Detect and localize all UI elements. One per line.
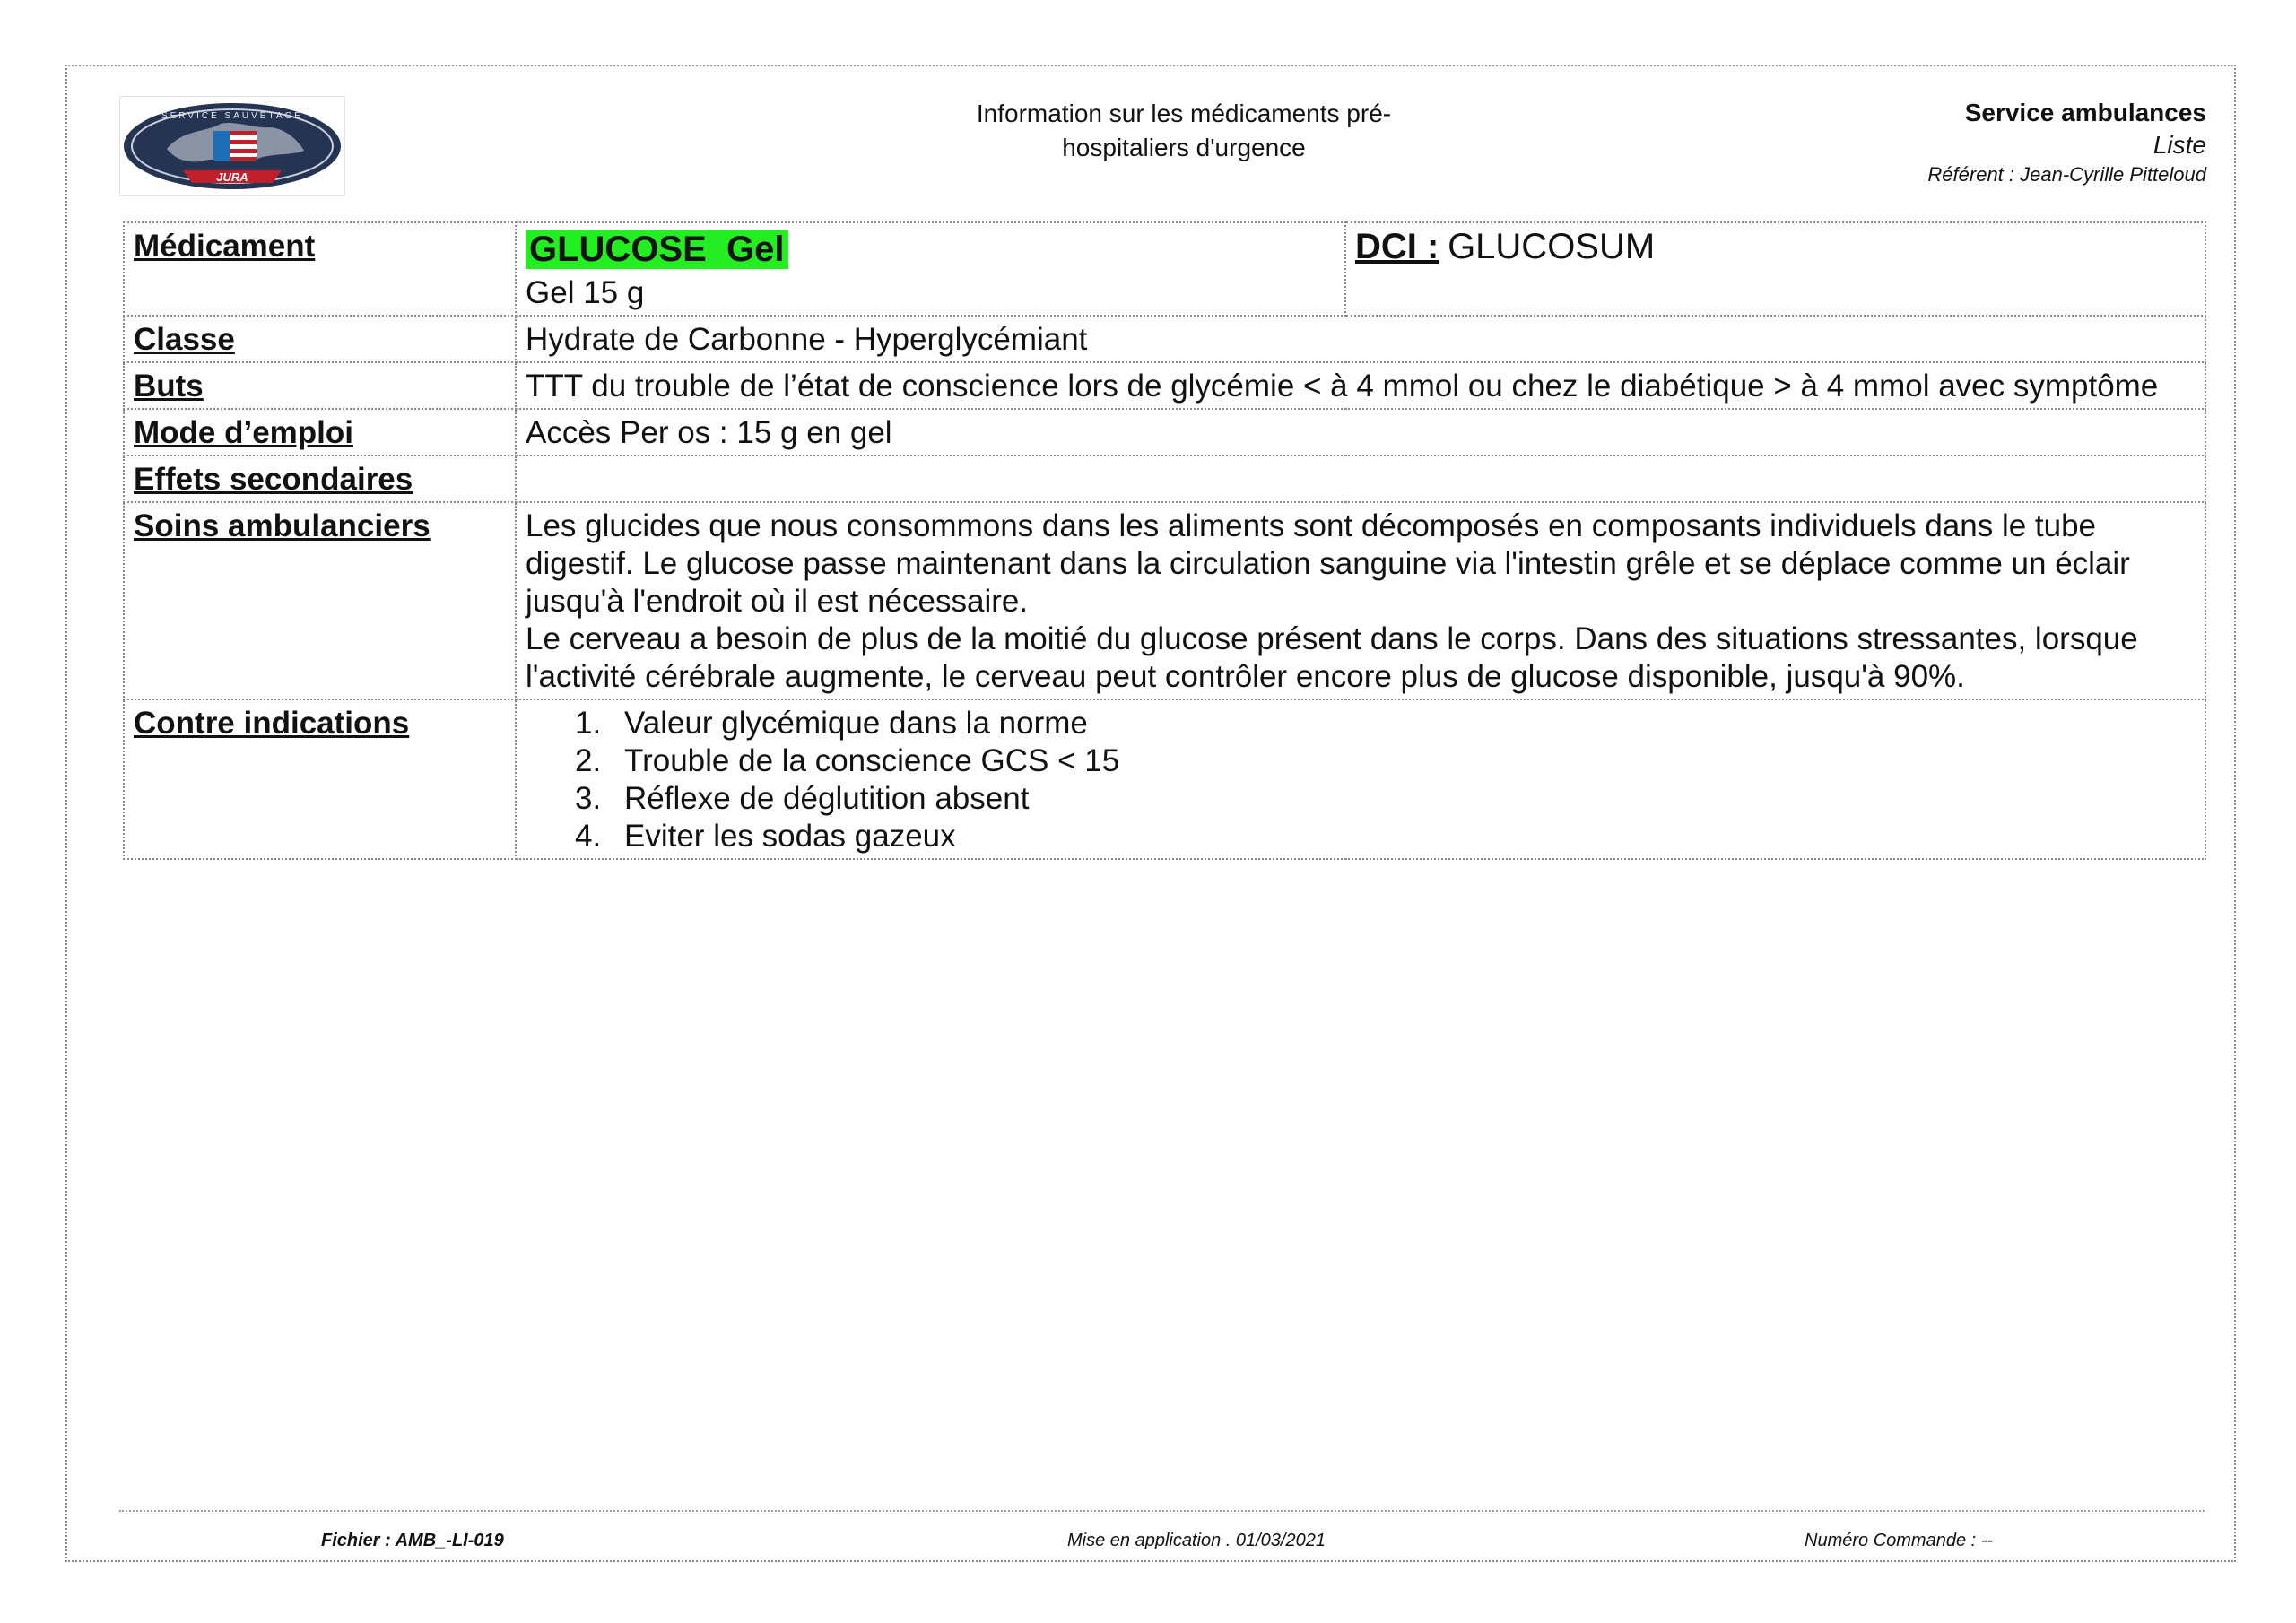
- list-item-text: Valeur glycémique dans la norme: [624, 706, 1088, 741]
- list-item: [526, 705, 2196, 742]
- document-type: Liste: [2152, 131, 2206, 159]
- buts-label: Buts: [124, 362, 516, 409]
- dci-label: DCI :: [1355, 227, 1439, 266]
- service-logo: [119, 96, 345, 196]
- title-line-2: hospitaliers d'urgence: [1062, 134, 1306, 161]
- service-name: Service ambulances: [1964, 99, 2206, 126]
- drug-form: Gel 15 g: [526, 275, 645, 310]
- list-item: [526, 818, 2196, 855]
- table-row-soins: [124, 502, 2205, 699]
- effets-label: Effets secondaires: [124, 456, 516, 502]
- medicament-label: Médicament: [124, 222, 516, 316]
- svg-text:JURA: JURA: [216, 170, 248, 184]
- logo-emblem-icon: [120, 97, 344, 195]
- contre-list: [526, 705, 2196, 855]
- mode-label: Mode d’emploi: [124, 409, 516, 456]
- table-row-classe: [124, 316, 2205, 362]
- mode-value: Accès Per os : 15 g en gel: [516, 409, 2205, 456]
- footer-date: Mise en application . 01/03/2021: [1067, 1531, 1326, 1550]
- list-item-number: 3.: [575, 781, 602, 816]
- medication-table: [123, 221, 2206, 860]
- dci-value: GLUCOSUM: [1448, 227, 1656, 266]
- table-row-effets: [124, 456, 2205, 502]
- table-row-medicament: [124, 222, 2205, 316]
- list-item-number: 1.: [575, 706, 602, 741]
- svg-text:SERVICE SAUVETAGE: SERVICE SAUVETAGE: [161, 111, 303, 121]
- footer-divider: [119, 1510, 2205, 1512]
- soins-label: Soins ambulanciers: [124, 502, 516, 699]
- header-service-block: [1578, 97, 2206, 188]
- effets-value: [516, 456, 2205, 502]
- table-row-mode: [124, 409, 2205, 456]
- list-item: [526, 742, 2196, 780]
- list-item-number: 4.: [575, 819, 602, 854]
- buts-value: TTT du trouble de l’état de conscience lors de glycémie < à 4 mmol ou chez le diabétique > à 4 mmol avec symptôme: [516, 362, 2205, 409]
- list-item-number: 2.: [575, 743, 602, 778]
- title-line-1: Information sur les médicaments pré-: [976, 100, 1392, 127]
- drug-cell: [516, 222, 1345, 316]
- soins-paragraph-1: Les glucides que nous consommons dans les aliments sont décomposés en composants individuels dans le tube digestif. Le glucose passe maintenant dans la circulation sanguine via l'intestin grêle et se déplace comme un éclair jusqu'à l'endroit où il est nécessaire.: [526, 508, 2130, 619]
- list-item: [526, 780, 2196, 818]
- table-row-contre: [124, 699, 2205, 859]
- contre-value: [516, 699, 2205, 859]
- table-row-buts: [124, 362, 2205, 409]
- footer-order-number: Numéro Commande : --: [1805, 1531, 1994, 1550]
- classe-value: Hydrate de Carbonne - Hyperglycémiant: [516, 316, 2205, 362]
- list-item-text: Trouble de la conscience GCS < 15: [624, 743, 1120, 778]
- dci-cell: [1345, 222, 2205, 316]
- drug-name: GLUCOSE Gel: [526, 230, 788, 269]
- list-item-text: Réflexe de déglutition absent: [624, 781, 1030, 816]
- list-item-text: Eviter les sodas gazeux: [624, 819, 956, 854]
- soins-value: [516, 502, 2205, 699]
- referent: Référent : Jean-Cyrille Pitteloud: [1927, 163, 2206, 186]
- footer-file: Fichier : AMB_-LI-019: [321, 1531, 504, 1550]
- document-title: [897, 97, 1471, 165]
- contre-label: Contre indications: [124, 699, 516, 859]
- classe-label: Classe: [124, 316, 516, 362]
- soins-paragraph-2: Le cerveau a besoin de plus de la moitié du glucose présent dans le corps. Dans des situations stressantes, lorsque l'activité cérébrale augmente, le cerveau peut contrôler encore plus de glucose disponible, jusqu'à 90%.: [526, 621, 2138, 694]
